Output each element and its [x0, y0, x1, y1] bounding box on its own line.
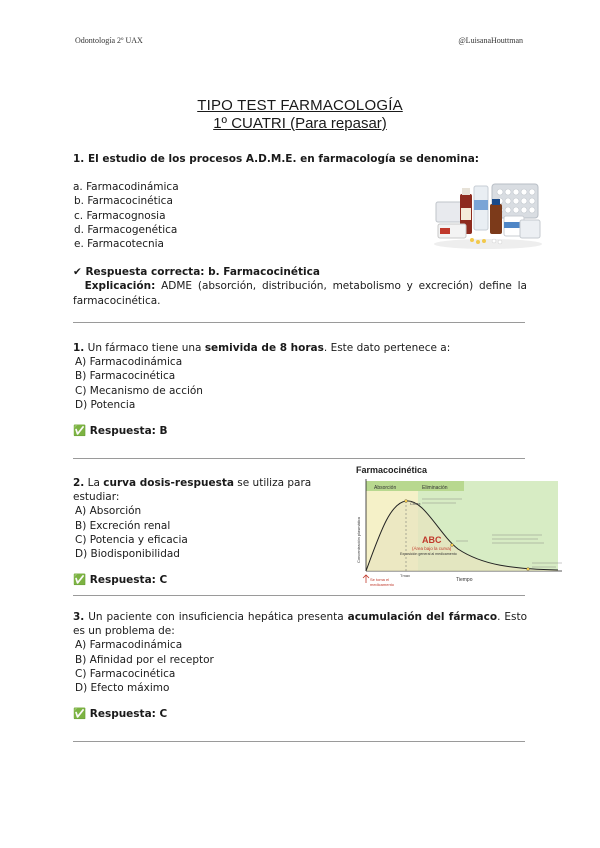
q3-option-a: A) Absorción: [75, 505, 142, 518]
abc-subtitle-1: (Área bajo la curva): [412, 546, 452, 551]
cmax-label: Cmax: [410, 501, 421, 506]
check-icon: ✅: [73, 425, 87, 438]
check-icon: ✅: [73, 574, 87, 587]
q4-text-bold: acumulación del fármaco: [347, 611, 498, 623]
q4-text-post: . Esto es un problema de:: [73, 611, 527, 638]
q1-option-d: d. Farmacogenética: [74, 223, 178, 236]
q1-explanation: [73, 279, 527, 307]
header-right: @LuisanaHouttman: [458, 36, 523, 45]
q3-answer-text: Respuesta: C: [89, 574, 168, 587]
check-icon: ✅: [73, 708, 87, 721]
q2-answer: [73, 424, 527, 438]
question-1-text: 1. El estudio de los procesos A.D.M.E. en farmacología se denomina:: [73, 153, 479, 165]
q1-option-c: c. Farmacognosia: [74, 209, 166, 222]
q2-answer-text: Respuesta: B: [89, 425, 168, 438]
page-title: [0, 97, 600, 133]
q4-text-pre: Un paciente con insuficiencia hepática presenta: [84, 611, 348, 623]
question-2-text: [73, 341, 527, 355]
q2-text-pre: Un fármaco tiene una: [84, 342, 205, 354]
q2-number: 1.: [73, 342, 85, 354]
x-axis-label: Tiempo: [456, 577, 473, 583]
q4-option-a: A) Farmacodinámica: [75, 639, 183, 652]
arrow-up-icon: [363, 575, 369, 583]
q2-option-a: A) Farmacodinámica: [75, 356, 183, 369]
q2-text-bold: semivida de 8 horas: [204, 342, 324, 354]
q3-number: 2.: [73, 477, 85, 489]
q3-text-post: se utiliza para estudiar:: [73, 477, 312, 504]
q1-option-b: b. Farmacocinética: [74, 195, 173, 208]
q1-answer: ✔ Respuesta correcta: b. Farmacocinética: [73, 266, 320, 279]
q4-option-d: D) Efecto máximo: [75, 682, 170, 695]
elimination-label: Eliminación: [422, 485, 448, 491]
q1-explanation-text: ADME (absorción, distribución, metabolismo y excreción) define la farmacocinética.: [73, 280, 527, 307]
title-line-2: 1º CUATRI (Para repasar): [213, 115, 387, 132]
q2-option-c: C) Mecanismo de acción: [75, 384, 203, 397]
q4-number: 3.: [73, 611, 85, 623]
q3-option-b: B) Excreción renal: [75, 519, 171, 532]
y-axis-label: Concentración plasmática: [356, 516, 361, 563]
q2-option-d: D) Potencia: [75, 398, 136, 411]
title-line-1: TIPO TEST FARMACOLOGÍA: [197, 97, 403, 114]
tmax-label: Tmax: [400, 573, 410, 578]
absorption-label: Absorción: [374, 485, 397, 491]
abc-subtitle-2: Exposición general al medicamento: [400, 552, 457, 556]
q4-answer: [73, 707, 527, 721]
q2-option-b: B) Farmacocinética: [75, 370, 176, 383]
q3-text-pre: La: [84, 477, 104, 489]
q3-answer: [73, 573, 343, 587]
separator-2: [73, 458, 525, 459]
q2-text-post: . Este dato pertenece a:: [323, 342, 451, 354]
question-4-text: [73, 610, 527, 638]
q3-option-d: D) Biodisponibilidad: [75, 548, 180, 561]
pharmacokinetics-figure: [352, 463, 568, 595]
q3-option-c: C) Potencia y eficacia: [75, 533, 188, 546]
question-4-block: [73, 610, 527, 721]
q3-text-bold: curva dosis-respuesta: [103, 477, 234, 489]
header-left: Odontología 2º UAX: [75, 36, 143, 45]
admin-label-2: medicamento: [370, 582, 395, 587]
q1-option-e: e. Farmacotecnia: [74, 238, 164, 251]
q1-option-a: a. Farmacodinámica: [73, 181, 179, 194]
separator-4: [73, 741, 525, 742]
medicines-image: [432, 180, 544, 250]
question-3-text: [73, 476, 343, 504]
q1-explanation-label: Explicación:: [84, 280, 156, 293]
q4-option-c: C) Farmacocinética: [75, 667, 176, 680]
separator-1: [73, 322, 525, 323]
separator-3: [73, 595, 525, 596]
question-2-block: [73, 341, 527, 438]
q4-option-b: B) Afinidad por el receptor: [75, 653, 214, 666]
admin-label-1: Se toma el: [370, 577, 390, 582]
question-3-block: [73, 476, 343, 587]
figure-title: Farmacocinética: [356, 465, 428, 475]
q4-answer-text: Respuesta: C: [89, 708, 168, 721]
abc-label: ABC: [422, 535, 442, 545]
